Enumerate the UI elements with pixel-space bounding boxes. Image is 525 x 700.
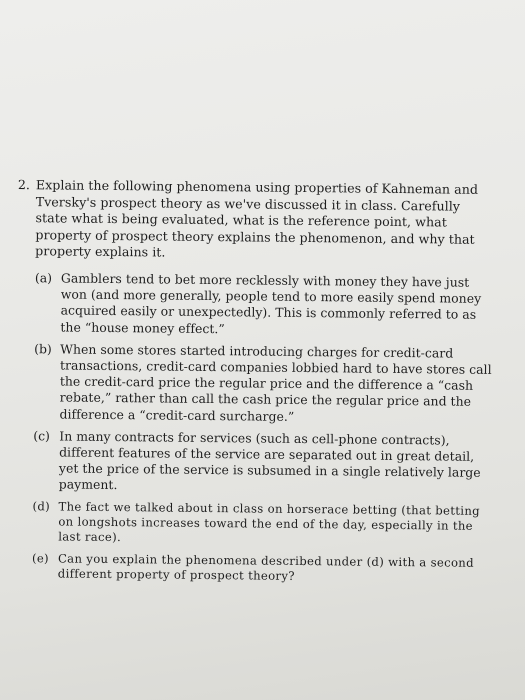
part-label: (b) [34,340,52,357]
part-text: Gamblers tend to bet more recklessly with money they have just won (and more generally, people tend to more easily spend money acquired easily or unexpectedly). This is commonly referred to as the “house money effect.” [60,270,482,336]
question-parts [14,270,495,587]
part-text: The fact we talked about in class on horserace betting (that betting on longshots increases toward the end of the day, especially in the last race). [58,499,481,545]
part-c [33,428,494,498]
question-prompt [17,177,496,265]
part-text: When some stores started introducing charges for credit-card transactions, credit-card companies lobbied hard to have stores call the credit-card price the regular price and the difference a “cash rebate,” rather than call the cash price the regular price and the difference a “credit-card surcharge.” [59,341,492,424]
part-label: (a) [34,270,53,286]
part-label: (e) [31,550,50,566]
part-text: Can you explain the phenomena described under (d) with a second different property of prospect theory? [57,551,474,584]
part-b [33,341,494,427]
question-text: Explain the following phenomena using properties of Kahneman and Tversky's prospect theory as we've discussed it in class. Carefully state what is being evaluated, what is the reference point, what property of prospect theory explains the phenomenon, and why that property explains it. [35,177,479,260]
part-label: (d) [32,498,51,513]
part-a [34,270,495,340]
part-e [32,551,492,587]
part-text: In many contracts for services (such as cell-phone contracts), different features of the service are separated out in great detail, yet the price of the service is subsumed in a single relatively large payment. [58,428,481,493]
question-number: 2. [17,177,31,193]
question-2 [14,177,496,593]
part-label: (c) [33,427,50,444]
part-d [32,499,492,550]
